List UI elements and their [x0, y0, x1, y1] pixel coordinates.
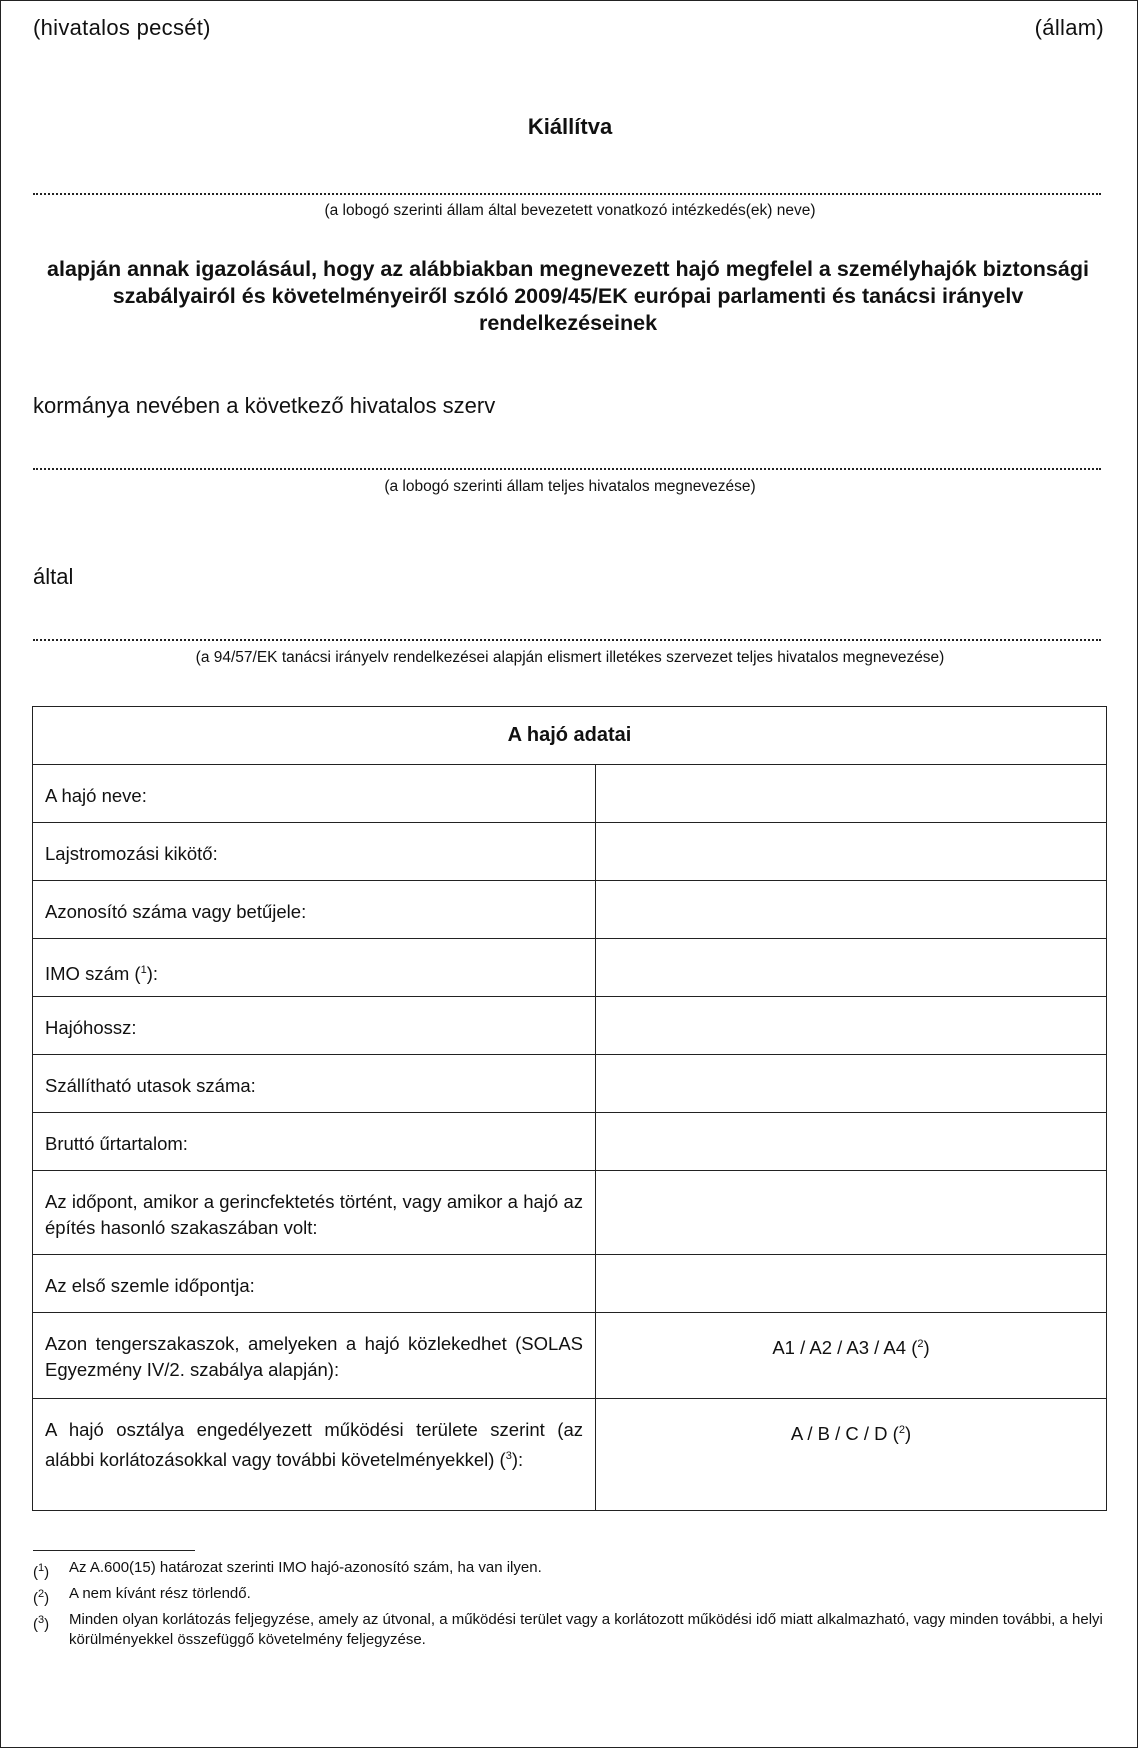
sea-areas-value[interactable]	[596, 1313, 1107, 1399]
table-row	[33, 1255, 1107, 1313]
row-label: Az első szemle időpontja:	[33, 1255, 596, 1313]
fill-in-line-state[interactable]	[33, 468, 1101, 470]
imo-number-value[interactable]	[596, 939, 1107, 997]
row-label-text: IMO szám (	[45, 963, 141, 985]
row-label-end: ):	[146, 963, 159, 985]
row-label: Azonosító száma vagy betűjele:	[33, 881, 596, 939]
keel-date-value[interactable]	[596, 1171, 1107, 1255]
row-label-text: A hajó osztálya engedélyezett működési területe szerint (az alábbi korlátozásokkal vagy további követelményekkel) (	[45, 1419, 583, 1471]
row-label	[33, 1399, 596, 1511]
government-line: kormánya nevében a következő hivatalos szerv	[33, 393, 496, 418]
row-label: Bruttó űrtartalom:	[33, 1113, 596, 1171]
passenger-count-value[interactable]	[596, 1055, 1107, 1113]
measure-caption: (a lobogó szerinti állam által bevezetett vonatkozó intézkedés(ek) neve)	[324, 202, 816, 219]
ship-name-value[interactable]	[596, 765, 1107, 823]
table-row	[33, 997, 1107, 1055]
organisation-caption: (a 94/57/EK tanácsi irányelv rendelkezései alapján elismert illetékes szervezet teljes hivatalos megnevezése)	[195, 649, 945, 666]
value-text: A1 / A2 / A3 / A4 (	[772, 1337, 918, 1359]
first-survey-date-value[interactable]	[596, 1255, 1107, 1313]
footnote-number: 2	[38, 1588, 45, 1600]
table-row	[33, 1171, 1107, 1255]
ship-data-table	[32, 706, 1107, 1511]
table-heading: A hajó adatai	[33, 707, 1107, 765]
footnote-text: Az A.600(15) határozat szerinti IMO hajó-azonosító szám, ha van ilyen.	[69, 1559, 542, 1576]
footnote-number: 1	[38, 1562, 45, 1574]
footnote-mark: ($^1$)	[33, 1562, 50, 1581]
fill-in-line-organisation[interactable]	[33, 639, 1101, 641]
table-row	[33, 1313, 1107, 1399]
purpose-statement: alapján annak igazolásául, hogy az alábbiakban megnevezett hajó megfelel a személyhajók biztonsági szabályairól és követelményeiről szóló 2009/45/EK európai parlamenti és tanácsi irányelv rendelkezéseinek	[47, 257, 1089, 335]
table-row	[33, 765, 1107, 823]
footnote	[33, 1558, 1103, 1583]
state-label: (állam)	[1034, 15, 1104, 40]
by-line: által	[33, 564, 74, 589]
footnote-text: Minden olyan korlátozás feljegyzése, amely az útvonal, a működési terület vagy a korlátozott működési idő miatt alkalmazható, vagy minden további, a helyi körülményekkel összefüggő követelmény feljegyzése.	[69, 1611, 1103, 1648]
ship-class-value[interactable]	[596, 1399, 1107, 1511]
gross-tonnage-value[interactable]	[596, 1113, 1107, 1171]
official-stamp-label: (hivatalos pecsét)	[33, 15, 211, 40]
footnote-mark: ($^3$)	[33, 1614, 50, 1633]
row-label: Szállítható utasok száma:	[33, 1055, 596, 1113]
distinctive-number-value[interactable]	[596, 881, 1107, 939]
row-label: Hajóhossz:	[33, 997, 596, 1055]
state-caption: (a lobogó szerinti állam teljes hivatalos megnevezése)	[384, 478, 756, 495]
footnote-ref: 1	[140, 964, 147, 976]
table-row	[33, 823, 1107, 881]
footnote	[33, 1610, 1103, 1650]
table-row	[33, 881, 1107, 939]
ship-length-value[interactable]	[596, 997, 1107, 1055]
footnote-mark: ($^2$)	[33, 1588, 50, 1607]
footnote-number: 3	[38, 1614, 45, 1626]
footnote-divider	[33, 1550, 195, 1551]
row-label: Azon tengerszakaszok, amelyeken a hajó közlekedhet (SOLAS Egyezmény IV/2. szabálya alapján):	[33, 1313, 596, 1399]
port-of-registry-value[interactable]	[596, 823, 1107, 881]
value-end: )	[904, 1423, 912, 1445]
table-row	[33, 1399, 1107, 1511]
footnotes	[33, 1558, 1103, 1651]
row-label: A hajó neve:	[33, 765, 596, 823]
row-label: Az időpont, amikor a gerincfektetés történt, vagy amikor a hajó az építés hasonló szakaszában volt:	[33, 1171, 596, 1255]
row-label: Lajstromozási kikötő:	[33, 823, 596, 881]
value-text: A / B / C / D (	[790, 1423, 899, 1445]
table-row	[33, 1113, 1107, 1171]
footnote-text: A nem kívánt rész törlendő.	[69, 1585, 251, 1602]
footnote-ref: 3	[505, 1450, 512, 1462]
row-label-end: ):	[511, 1449, 524, 1471]
footnote	[33, 1584, 1103, 1609]
page-title: Kiállítva	[527, 114, 613, 139]
row-label	[33, 939, 596, 997]
fill-in-line-measure[interactable]	[33, 193, 1101, 195]
value-end: )	[923, 1337, 930, 1359]
table-row	[33, 939, 1107, 997]
table-row	[33, 1055, 1107, 1113]
footnote-ref: 2	[898, 1424, 905, 1436]
footnote-ref: 2	[917, 1338, 924, 1350]
